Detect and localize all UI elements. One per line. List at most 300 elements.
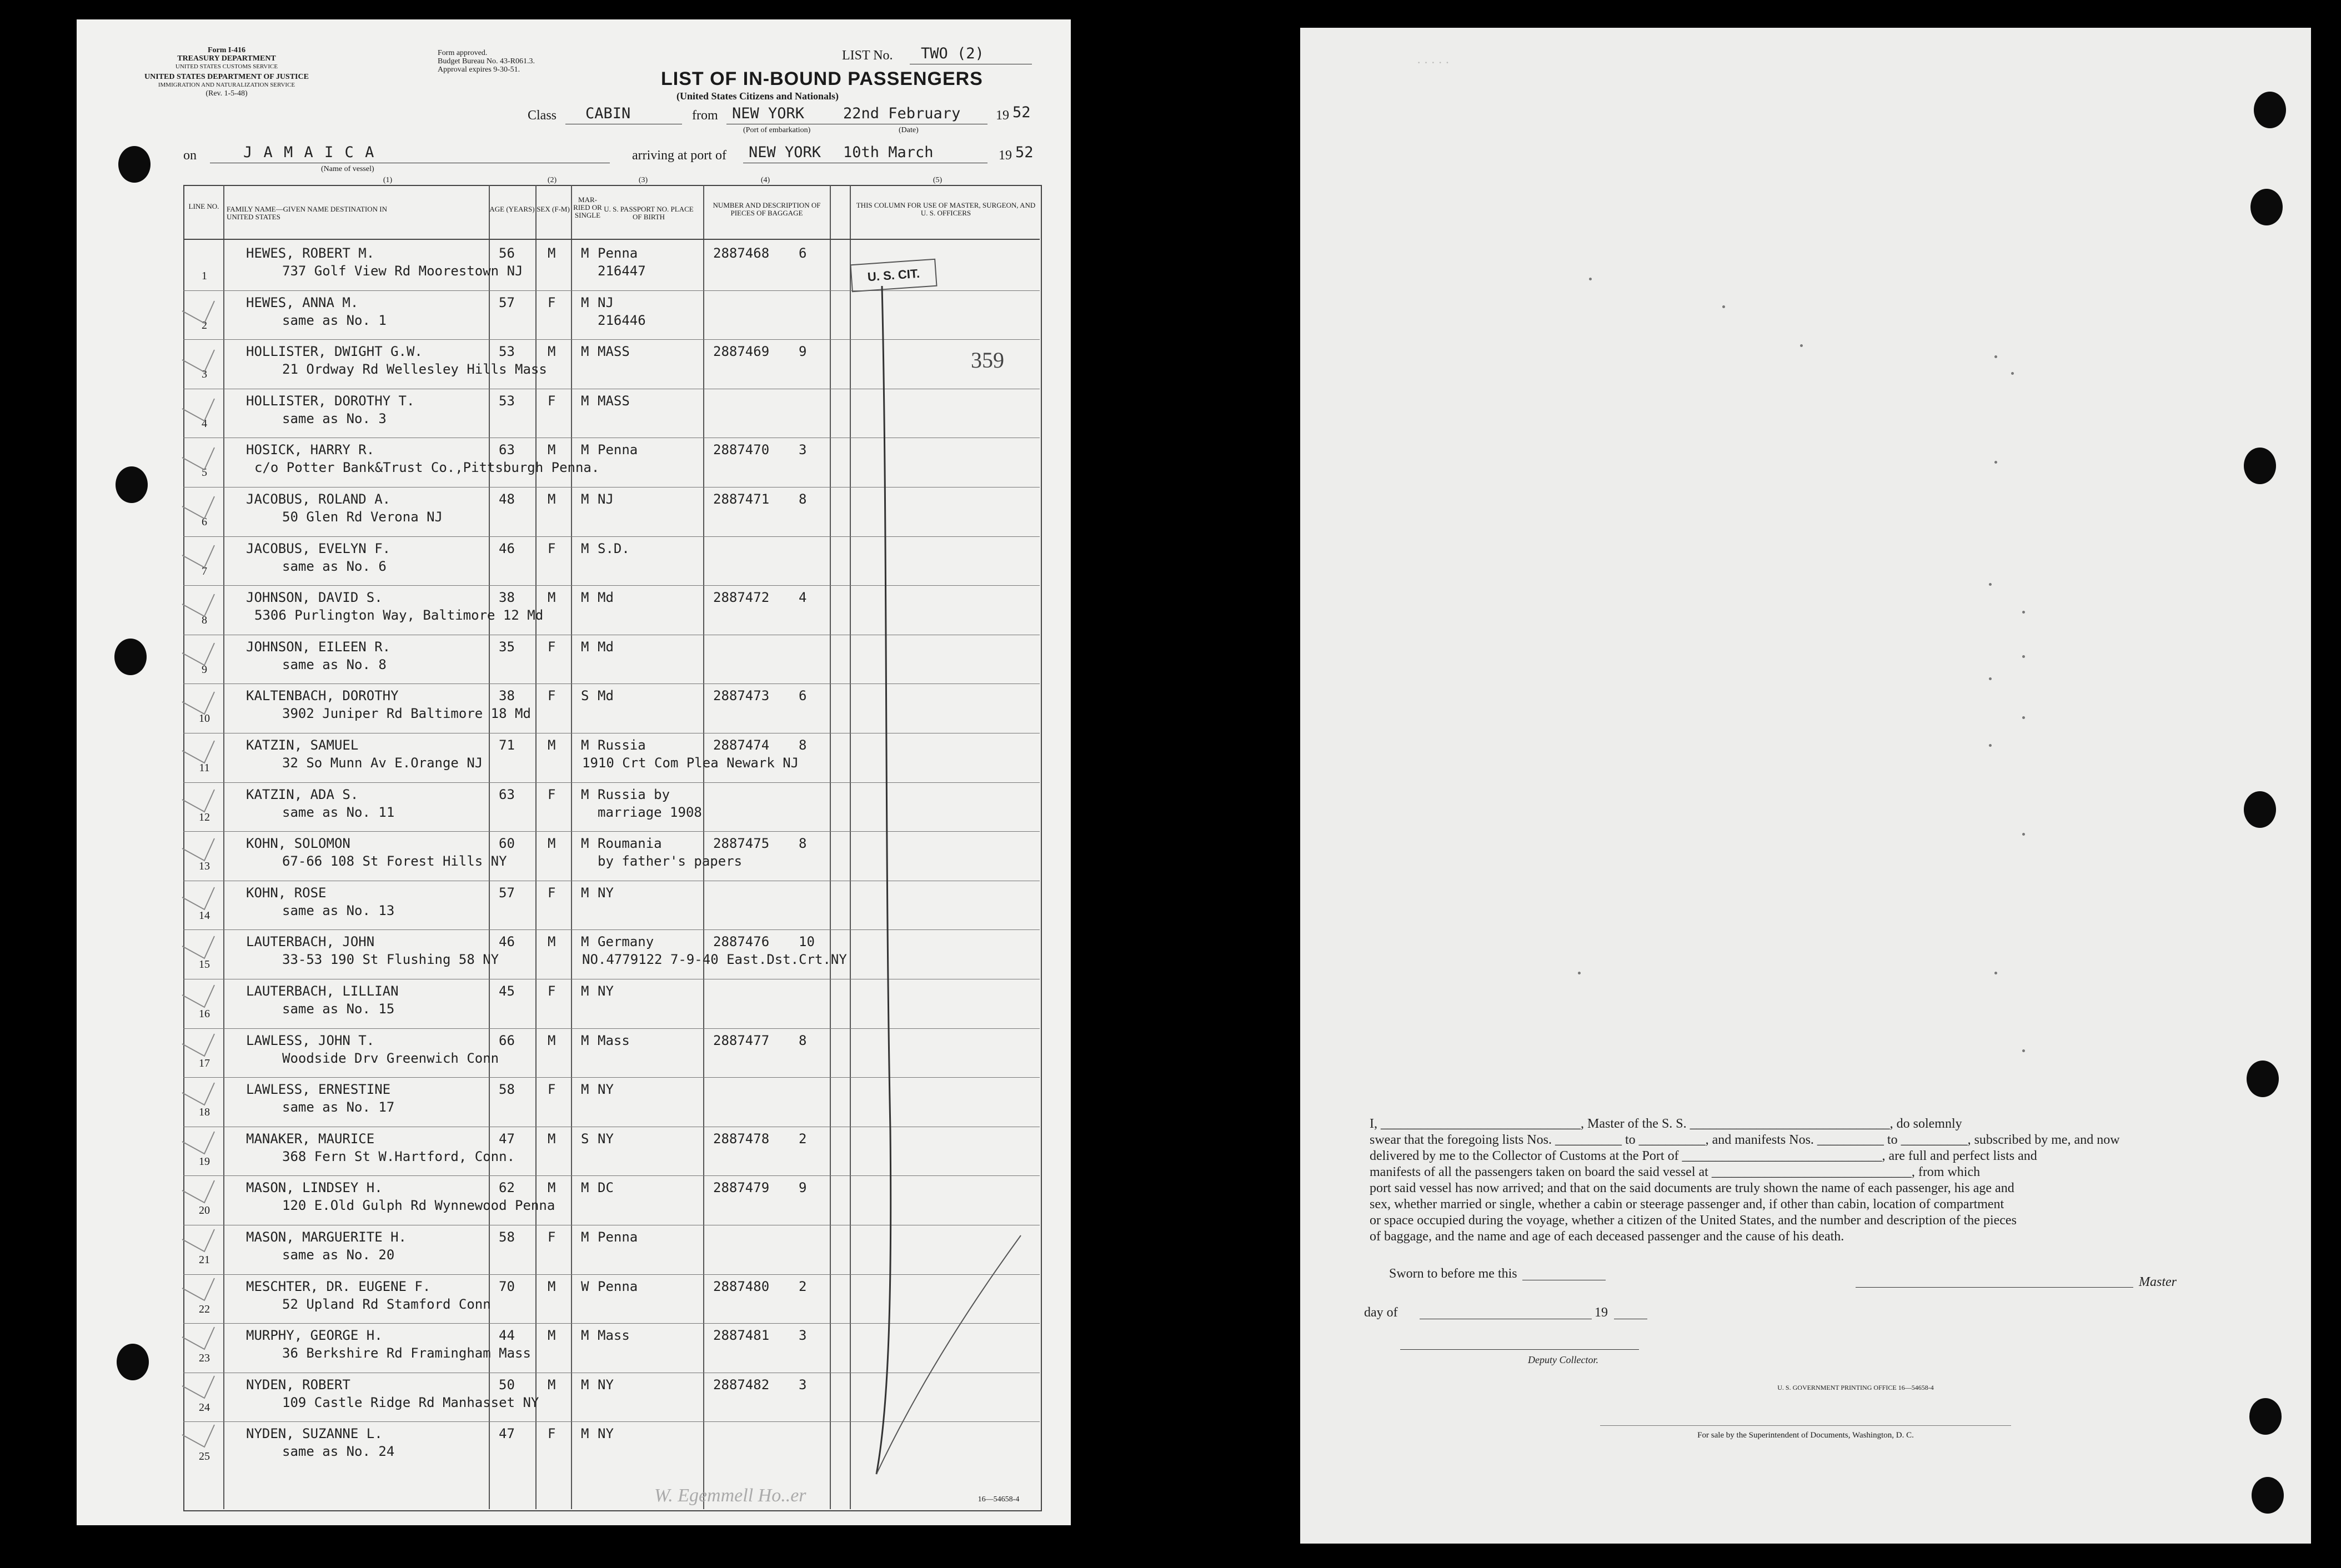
line-number: 18 (199, 1106, 210, 1119)
passenger-sex: F (548, 393, 556, 409)
oath-line-1: I, ______________________________, Master of the S. S. ______________________________, do solemnly (1370, 1117, 1962, 1131)
pen-marks (77, 19, 1071, 1525)
customs-service: UNITED STATES CUSTOMS SERVICE (175, 63, 278, 70)
passenger-passport: 1910 Crt Com Plea Newark NJ (582, 755, 799, 771)
passenger-destination: same as No. 6 (282, 558, 387, 574)
passenger-marital-status: M (581, 836, 589, 852)
passenger-name: MURPHY, GEORGE H. (246, 1328, 383, 1344)
passenger-birthplace: Roumania (598, 836, 662, 852)
dot (1989, 583, 1992, 586)
passenger-birthplace: Russia (598, 737, 646, 753)
deputy-collector-label: Deputy Collector. (1528, 1354, 1598, 1365)
passenger-sex: F (548, 1082, 556, 1098)
line-number: 22 (199, 1303, 210, 1315)
baggage-count: 8 (799, 737, 807, 753)
passenger-birthplace: Md (598, 639, 614, 655)
passenger-marital-status: M (581, 1376, 589, 1393)
passenger-sex: F (548, 1426, 556, 1442)
bleed-through-text: · · · · · (1417, 56, 1450, 69)
baggage-number: 2887476 (713, 934, 770, 950)
baggage-number: 2887478 (713, 1130, 770, 1147)
class-value: CABIN (585, 105, 631, 122)
row-check-marks (182, 301, 214, 1447)
passenger-sex: M (548, 934, 556, 950)
arriving-label: arriving at port of (632, 148, 726, 163)
header-baggage: NUMBER AND DESCRIPTION OF PIECES OF BAGGAGE (713, 201, 821, 217)
manifest-page (77, 19, 1071, 1525)
budget-bureau: Budget Bureau No. 43-R061.3. (438, 57, 535, 66)
baggage-number: 2887469 (713, 344, 770, 360)
passenger-age: 46 (499, 934, 515, 950)
passenger-birthplace: S.D. (598, 540, 630, 556)
passenger-name: HOLLISTER, DOROTHY T. (246, 393, 415, 409)
passenger-sex: F (548, 294, 556, 310)
baggage-number: 2887480 (713, 1278, 770, 1294)
line-number: 17 (199, 1057, 210, 1069)
passenger-age: 63 (499, 786, 515, 802)
passenger-destination: 109 Castle Ridge Rd Manhasset NY (282, 1394, 539, 1410)
passenger-name: MANAKER, MAURICE (246, 1130, 375, 1147)
line-number: 23 (199, 1352, 210, 1365)
line-number: 14 (199, 909, 210, 922)
passenger-sex: M (548, 1376, 556, 1393)
passenger-birthplace: DC (598, 1180, 614, 1196)
passenger-age: 44 (499, 1328, 515, 1344)
passenger-marital-status: M (581, 491, 589, 507)
approval-expires: Approval expires 9-30-51. (438, 66, 520, 74)
oath-text (1370, 1116, 2120, 1245)
col-number-5: (5) (933, 176, 943, 184)
handwritten-note: W. Egemmell Ho..er (654, 1485, 806, 1506)
passenger-destination: c/o Potter Bank&Trust Co.,Pittsburgh Penna. (254, 460, 600, 476)
header-sex: SEX (F-M) (537, 205, 570, 213)
passenger-name: KATZIN, SAMUEL (246, 737, 359, 753)
passenger-sex: M (548, 737, 556, 753)
baggage-count: 2 (799, 1278, 807, 1294)
passenger-marital-status: M (581, 1082, 589, 1098)
punch-hole (114, 639, 147, 675)
line-number: 5 (202, 466, 207, 479)
document-title: LIST OF IN-BOUND PASSENGERS (661, 68, 983, 89)
passenger-age: 60 (499, 836, 515, 852)
passenger-name: HOLLISTER, DWIGHT G.W. (246, 344, 423, 360)
footer-rule (1600, 1425, 2011, 1426)
arrival-port: NEW YORK (749, 144, 821, 161)
passenger-age: 66 (499, 1032, 515, 1048)
passenger-age: 53 (499, 393, 515, 409)
passenger-sex: M (548, 1130, 556, 1147)
passenger-name: NYDEN, ROBERT (246, 1376, 350, 1393)
passenger-destination: Woodside Drv Greenwich Conn (282, 1050, 499, 1066)
passenger-birthplace: Penna (598, 442, 638, 458)
passenger-marital-status: M (581, 639, 589, 655)
passenger-sex: F (548, 688, 556, 704)
passenger-age: 57 (499, 884, 515, 901)
deputy-signature-line (1400, 1349, 1639, 1350)
passenger-marital-status: M (581, 884, 589, 901)
line-number: 21 (199, 1254, 210, 1266)
baggage-number: 2887474 (713, 737, 770, 753)
passenger-name: JACOBUS, ROLAND A. (246, 491, 391, 507)
passenger-destination: 3902 Juniper Rd Baltimore 18 Md (282, 706, 531, 722)
header-line-no: LINE NO. (188, 202, 219, 210)
passenger-destination: 32 So Munn Av E.Orange NJ (282, 755, 483, 771)
header-passport: U. S. PASSPORT NO. PLACE OF BIRTH (604, 205, 694, 221)
passenger-marital-status: M (581, 590, 589, 606)
line-number: 16 (199, 1008, 210, 1020)
baggage-count: 6 (799, 245, 807, 261)
vertical-pen-line (876, 286, 891, 1474)
passenger-birthplace: Penna (598, 1229, 638, 1245)
passenger-birthplace: NY (598, 884, 614, 901)
baggage-count: 9 (799, 344, 807, 360)
line-number: 4 (202, 417, 207, 430)
passenger-marital-status: M (581, 1328, 589, 1344)
passenger-age: 58 (499, 1229, 515, 1245)
baggage-number: 2887479 (713, 1180, 770, 1196)
baggage-count: 3 (799, 1328, 807, 1344)
passenger-name: NYDEN, SUZANNE L. (246, 1426, 383, 1442)
passenger-birthplace: Russia by (598, 786, 670, 802)
punch-hole (2250, 189, 2283, 225)
passenger-sex: F (548, 983, 556, 999)
punch-hole (2247, 1061, 2279, 1097)
passenger-sex: F (548, 540, 556, 556)
passenger-birthplace: NJ (598, 294, 614, 310)
passenger-birthplace: Md (598, 688, 614, 704)
passenger-name: KOHN, ROSE (246, 884, 327, 901)
passenger-name: MESCHTER, DR. EUGENE F. (246, 1278, 431, 1294)
dot (2022, 833, 2025, 836)
line-number: 12 (199, 811, 210, 823)
dot (1722, 305, 1725, 308)
passenger-sex: M (548, 1180, 556, 1196)
arrival-year: 52 (1015, 144, 1034, 161)
justice-dept: UNITED STATES DEPARTMENT OF JUSTICE (144, 73, 309, 81)
col-number-3: (3) (638, 176, 648, 184)
line-number: 9 (202, 663, 207, 676)
col-number-4: (4) (760, 176, 770, 184)
dot (1994, 461, 1997, 464)
passenger-sex: F (548, 884, 556, 901)
passenger-sex: F (548, 639, 556, 655)
passenger-destination: same as No. 11 (282, 804, 395, 820)
baggage-count: 8 (799, 491, 807, 507)
sworn-label: Sworn to before me this (1389, 1267, 1517, 1281)
passenger-name: JACOBUS, EVELYN F. (246, 540, 391, 556)
passenger-birthplace: NY (598, 1130, 614, 1147)
passenger-age: 58 (499, 1082, 515, 1098)
passenger-name: HEWES, ANNA M. (246, 294, 359, 310)
passenger-birthplace: NY (598, 1426, 614, 1442)
baggage-number: 2887473 (713, 688, 770, 704)
passenger-sex: M (548, 590, 556, 606)
sale-notice: For sale by the Superintendent of Documents, Washington, D. C. (1697, 1431, 1914, 1440)
passenger-age: 46 (499, 540, 515, 556)
passenger-destination: 52 Upland Rd Stamford Conn (282, 1296, 491, 1312)
passenger-marital-status: S (581, 688, 589, 704)
punch-hole (116, 466, 148, 503)
passenger-destination: 33-53 190 St Flushing 58 NY (282, 952, 499, 968)
baggage-count: 8 (799, 836, 807, 852)
header-married: MAR-RIED OR SINGLE (573, 195, 602, 219)
line-number: 3 (202, 368, 207, 381)
passenger-marital-status: M (581, 1180, 589, 1196)
baggage-number: 2887470 (713, 442, 770, 458)
oath-line-7: or space occupied during the voyage, whether a citizen of the United States, and the number and description of the pieces (1370, 1213, 2017, 1228)
form-revision: (Rev. 1-5-48) (205, 89, 248, 98)
passenger-age: 62 (499, 1180, 515, 1196)
baggage-number: 2887481 (713, 1328, 770, 1344)
passenger-marital-status: M (581, 1032, 589, 1048)
arrival-date: 10th March (843, 144, 934, 161)
passenger-marital-status: M (581, 442, 589, 458)
passenger-marital-status: M (581, 344, 589, 360)
passenger-birthplace: Penna (598, 245, 638, 261)
dot (2022, 611, 2025, 614)
passenger-sex: M (548, 491, 556, 507)
passenger-destination: 5306 Purlington Way, Baltimore 12 Md (254, 607, 544, 624)
passenger-destination: same as No. 15 (282, 1001, 395, 1017)
dot (1994, 355, 1997, 358)
passenger-destination: 120 E.Old Gulph Rd Wynnewood Penna (282, 1198, 555, 1214)
passenger-marital-status: W (581, 1278, 589, 1294)
passenger-age: 35 (499, 639, 515, 655)
passenger-age: 38 (499, 688, 515, 704)
dot (1800, 344, 1803, 347)
print-code: 16—54658-4 (977, 1495, 1020, 1504)
punch-hole (2254, 92, 2286, 128)
header-age: AGE (YEARS) (489, 205, 535, 213)
passenger-destination: 36 Berkshire Rd Framingham Mass (282, 1345, 531, 1361)
baggage-count: 8 (799, 1032, 807, 1048)
line-number: 20 (199, 1204, 210, 1217)
passenger-name: HEWES, ROBERT M. (246, 245, 375, 261)
class-label: Class (528, 108, 557, 123)
passenger-birthplace: NY (598, 1376, 614, 1393)
baggage-count: 3 (799, 1376, 807, 1393)
passenger-birthplace: Mass (598, 1328, 630, 1344)
passenger-age: 50 (499, 1376, 515, 1393)
embark-port-caption: (Port of embarkation) (743, 126, 811, 134)
passenger-destination: same as No. 24 (282, 1444, 395, 1460)
on-label: on (183, 148, 197, 163)
passenger-passport: NO.4779122 7-9-40 East.Dst.Crt.NY (582, 952, 847, 968)
passenger-age: 57 (499, 294, 515, 310)
day-of-label: day of (1364, 1305, 1398, 1320)
passenger-age: 56 (499, 245, 515, 261)
oath-line-5: port said vessel has now arrived; and that on the said documents are truly shown the name of each passenger, his age and (1370, 1181, 2014, 1195)
punch-hole (117, 1344, 149, 1380)
passenger-sex: M (548, 1328, 556, 1344)
line-number: 15 (199, 958, 210, 971)
line-number: 25 (199, 1450, 210, 1463)
passenger-destination: 21 Ordway Rd Wellesley Hills Mass (282, 361, 547, 378)
vessel-name: J A M A I C A (243, 144, 375, 161)
passenger-birthplace: MASS (598, 344, 630, 360)
baggage-number: 2887477 (713, 1032, 770, 1048)
baggage-count: 10 (799, 934, 815, 950)
passenger-age: 71 (499, 737, 515, 753)
passenger-sex: M (548, 836, 556, 852)
master-label: Master (2139, 1275, 2177, 1289)
passenger-passport: 216446 (598, 312, 646, 328)
header-officers: THIS COLUMN FOR USE OF MASTER, SURGEON, AND U. S. OFFICERS (856, 201, 1036, 217)
treasury-dept: TREASURY DEPARTMENT (177, 54, 276, 63)
passenger-birthplace: Md (598, 590, 614, 606)
from-label: from (692, 108, 718, 123)
dot (1994, 972, 1997, 974)
passenger-name: MASON, LINDSEY H. (246, 1180, 383, 1196)
passenger-sex: M (548, 1278, 556, 1294)
passenger-age: 63 (499, 442, 515, 458)
dot (1578, 972, 1581, 974)
line-number: 13 (199, 860, 210, 873)
passenger-name: JOHNSON, EILEEN R. (246, 639, 391, 655)
baggage-count: 9 (799, 1180, 807, 1196)
line-number: 8 (202, 614, 207, 627)
passenger-name: MASON, MARGUERITE H. (246, 1229, 407, 1245)
list-no-value: TWO (2) (921, 45, 984, 62)
passenger-age: 47 (499, 1426, 515, 1442)
passenger-age: 38 (499, 590, 515, 606)
line-number: 24 (199, 1401, 210, 1414)
embark-date-caption: (Date) (899, 126, 919, 134)
passenger-passport: marriage 1908 (598, 804, 702, 820)
passenger-sex: M (548, 344, 556, 360)
passenger-destination: 67-66 108 St Forest Hills NY (282, 853, 507, 870)
punch-hole (2252, 1477, 2284, 1514)
passenger-destination: same as No. 13 (282, 902, 395, 918)
baggage-count: 2 (799, 1130, 807, 1147)
passenger-marital-status: S (581, 1130, 589, 1147)
oath-year-prefix: 19 (1595, 1305, 1608, 1320)
passenger-birthplace: NY (598, 983, 614, 999)
master-signature-line (1856, 1287, 2133, 1288)
passenger-destination: 368 Fern St W.Hartford, Conn. (282, 1148, 515, 1164)
line-number: 19 (199, 1155, 210, 1168)
line-number: 1 (202, 270, 207, 282)
line-number: 10 (199, 712, 210, 725)
passenger-age: 70 (499, 1278, 515, 1294)
passenger-name: KALTENBACH, DOROTHY (246, 688, 399, 704)
passenger-marital-status: M (581, 540, 589, 556)
baggage-number: 2887475 (713, 836, 770, 852)
passenger-name: LAWLESS, ERNESTINE (246, 1082, 391, 1098)
dot (1589, 278, 1592, 280)
baggage-count: 6 (799, 688, 807, 704)
oath-line-3: delivered by me to the Collector of Customs at the Port of ______________________________, are full and perfect lists and (1370, 1149, 2037, 1163)
punch-hole (118, 146, 151, 183)
passenger-marital-status: M (581, 934, 589, 950)
passenger-sex: F (548, 1229, 556, 1245)
passenger-age: 45 (499, 983, 515, 999)
arrival-year-prefix: 19 (999, 148, 1012, 163)
passenger-marital-status: M (581, 294, 589, 310)
vessel-caption: (Name of vessel) (321, 165, 374, 173)
baggage-number: 2887468 (713, 245, 770, 261)
punch-hole (2244, 448, 2276, 484)
passenger-birthplace: Mass (598, 1032, 630, 1048)
dot (2022, 1049, 2025, 1052)
passenger-birthplace: MASS (598, 393, 630, 409)
passenger-birthplace: NJ (598, 491, 614, 507)
dot (2022, 655, 2025, 658)
header-name: FAMILY NAME—GIVEN NAME DESTINATION IN UNITED STATES (227, 205, 388, 221)
form-number: Form I-416 (207, 46, 246, 54)
embark-port: NEW YORK (732, 105, 805, 122)
passenger-destination: 50 Glen Rd Verona NJ (282, 509, 443, 525)
line-number: 2 (202, 319, 207, 331)
line-number: 7 (202, 565, 207, 577)
oath-line-2: swear that the foregoing lists Nos. __________ to __________, and manifests Nos. __________ to __________, subscribed by me, and now (1370, 1133, 2120, 1147)
baggage-number: 2887471 (713, 491, 770, 507)
passenger-age: 47 (499, 1130, 515, 1147)
oath-page (1300, 28, 2311, 1544)
line-number: 11 (199, 762, 210, 774)
passenger-marital-status: M (581, 245, 589, 261)
passenger-name: KOHN, SOLOMON (246, 836, 350, 852)
oath-line-6: sex, whether married or single, whether a cabin or steerage passenger and, if other than cabin, location of compartment (1370, 1197, 2004, 1212)
form-approved: Form approved. (438, 49, 488, 57)
passenger-passport: 216447 (598, 263, 646, 279)
passenger-passport: by father's papers (598, 853, 743, 870)
line-number: 6 (202, 516, 207, 528)
baggage-count: 3 (799, 442, 807, 458)
diagonal-pen-line (876, 1235, 1021, 1474)
embark-year-prefix: 19 (996, 108, 1009, 123)
baggage-count: 4 (799, 590, 807, 606)
passenger-age: 48 (499, 491, 515, 507)
printing-office: U. S. GOVERNMENT PRINTING OFFICE 16—54658-4 (1777, 1384, 1934, 1391)
dot (2022, 716, 2025, 719)
document-subtitle: (United States Citizens and Nationals) (676, 91, 839, 102)
col-number-2: (2) (547, 176, 557, 184)
dot (2011, 372, 2014, 375)
passenger-destination: same as No. 1 (282, 312, 387, 328)
punch-hole (2244, 791, 2276, 828)
passenger-name: JOHNSON, DAVID S. (246, 590, 383, 606)
passenger-destination: same as No. 3 (282, 410, 387, 426)
oath-line-4: manifests of all the passengers taken on board the said vessel at ______________________________, from which (1370, 1165, 1981, 1179)
passenger-birthplace: NY (598, 1082, 614, 1098)
passenger-marital-status: M (581, 737, 589, 753)
passenger-birthplace: Germany (598, 934, 654, 950)
passenger-name: LAWLESS, JOHN T. (246, 1032, 375, 1048)
embark-date: 22nd February (843, 105, 961, 122)
dot (1989, 677, 1992, 680)
passenger-destination: 737 Golf View Rd Moorestown NJ (282, 263, 523, 279)
passenger-sex: M (548, 442, 556, 458)
passenger-marital-status: M (581, 983, 589, 999)
margin-number: 359 (971, 348, 1004, 373)
passenger-marital-status: M (581, 1426, 589, 1442)
stamp-text: U. S. CIT. (867, 266, 920, 284)
passenger-marital-status: M (581, 786, 589, 802)
passenger-destination: same as No. 8 (282, 656, 387, 672)
passenger-destination: same as No. 20 (282, 1247, 395, 1263)
col-number-1: (1) (383, 176, 393, 184)
passenger-marital-status: M (581, 393, 589, 409)
passenger-sex: M (548, 1032, 556, 1048)
list-no-label: LIST No. (842, 48, 893, 63)
passenger-name: LAUTERBACH, JOHN (246, 934, 375, 950)
passenger-name: HOSICK, HARRY R. (246, 442, 375, 458)
oath-line-8: of baggage, and the name and age of each deceased passenger and the cause of his death. (1370, 1229, 1844, 1244)
passenger-name: LAUTERBACH, LILLIAN (246, 983, 399, 999)
passenger-age: 53 (499, 344, 515, 360)
passenger-sex: F (548, 786, 556, 802)
